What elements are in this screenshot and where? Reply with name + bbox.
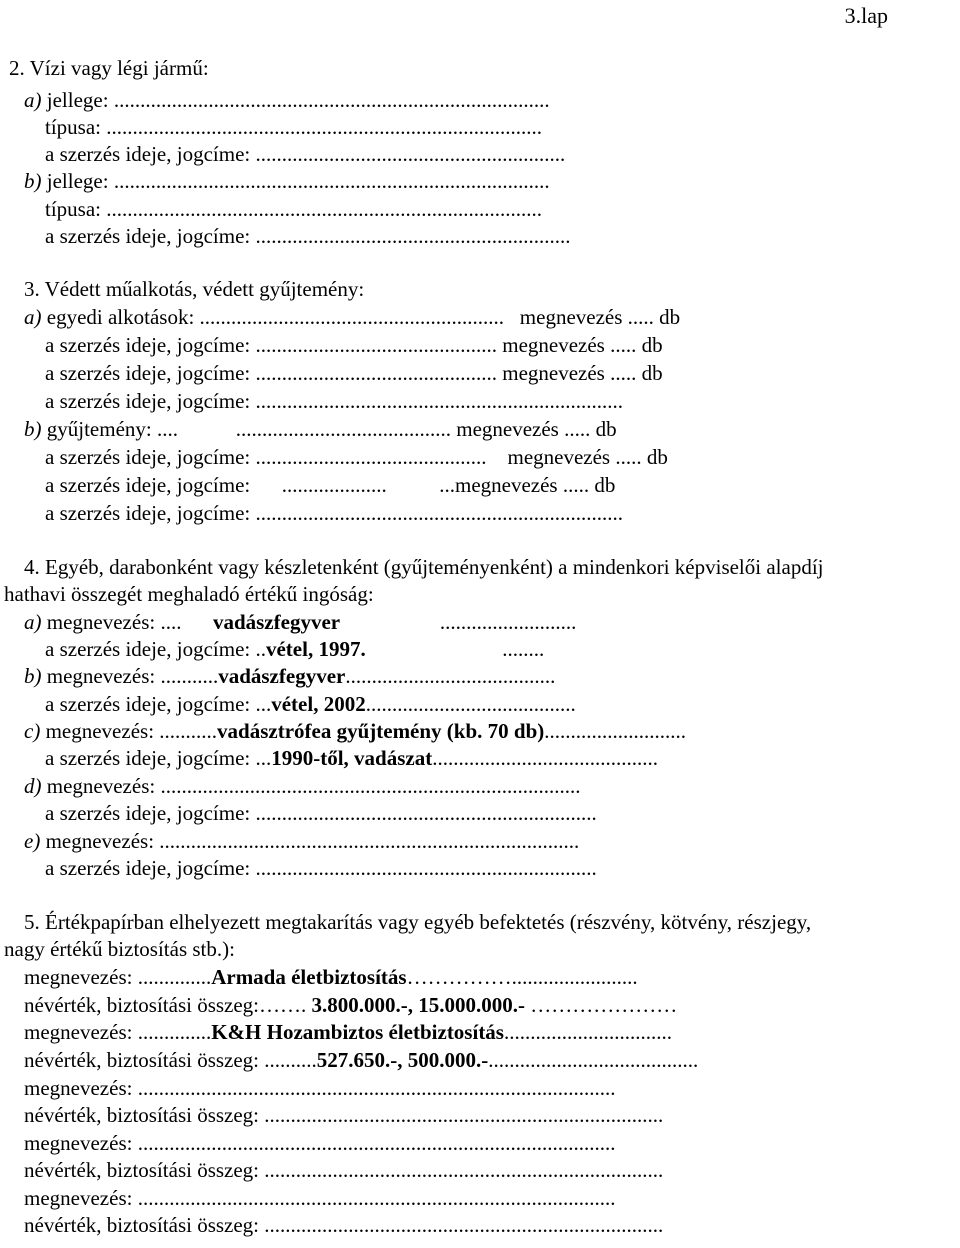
- s5-row: névérték, biztosítási összeg: ............................................................................: [24, 1158, 664, 1182]
- section-3-title: 3. Védett műalkotás, védett gyűjtemény:: [24, 277, 365, 301]
- s4-row: a szerzés ideje, jogcíme: ...1990-től, vadászat...........................................: [45, 746, 658, 770]
- s3-row: a szerzés ideje, jogcíme: ............................................ megnevezés ..... db: [45, 445, 668, 469]
- s4-row: c) megnevezés: ...........vadásztrófea gyűjtemény (kb. 70 db)...........................: [24, 719, 687, 743]
- s2-row: a szerzés ideje, jogcíme: ...........................................................: [45, 142, 566, 166]
- s2-row: a szerzés ideje, jogcíme: ............................................................: [45, 224, 571, 248]
- s2-row: a) jellege: ...................................................................................: [24, 88, 550, 112]
- s5-row: névérték, biztosítási összeg: ............................................................................: [24, 1213, 664, 1237]
- s3-row: b) gyűjtemény: .... ......................................... megnevezés ..... db: [24, 417, 617, 441]
- s3-row: a szerzés ideje, jogcíme: .............................................. megnevezés ..... db: [45, 333, 663, 357]
- s3-row: a szerzés ideje, jogcíme: ......................................................................: [45, 501, 623, 525]
- s5-row: névérték, biztosítási összeg: ..........527.650.-, 500.000.-........................................: [24, 1048, 699, 1072]
- s5-row: megnevezés: ...........................................................................................: [24, 1186, 616, 1210]
- section-4-title-line2: hathavi összegét meghaladó értékű ingóság:: [4, 582, 374, 606]
- s5-row: névérték, biztosítási összeg: ............................................................................: [24, 1103, 664, 1127]
- s3-row: a szerzés ideje, jogcíme: .............................................. megnevezés ..... db: [45, 361, 663, 385]
- s4-row: a szerzés ideje, jogcíme: .................................................................: [45, 856, 597, 880]
- s5-row: megnevezés: ...........................................................................................: [24, 1076, 616, 1100]
- s5-row: megnevezés: ...........................................................................................: [24, 1131, 616, 1155]
- section-5-title-line2: nagy értékű biztosítás stb.):: [4, 937, 235, 961]
- s4-row: d) megnevezés: ................................................................................: [24, 774, 581, 798]
- s2-row: b) jellege: ...................................................................................: [24, 169, 550, 193]
- s4-row: e) megnevezés: ................................................................................: [24, 829, 580, 853]
- page-number: 3.lap: [844, 3, 888, 28]
- s5-row: megnevezés: ..............Armada életbiztosítás……………........................: [24, 965, 638, 989]
- s3-row: a szerzés ideje, jogcíme: .................... ...megnevezés ..... db: [45, 473, 616, 497]
- s4-row: a szerzés ideje, jogcíme: ..vétel, 1997. ........: [45, 637, 545, 661]
- s4-row: a szerzés ideje, jogcíme: ...vétel, 2002........................................: [45, 692, 576, 716]
- s4-row: b) megnevezés: ...........vadászfegyver........................................: [24, 664, 556, 688]
- s2-row: típusa: ...................................................................................: [45, 197, 542, 221]
- s2-row: típusa: ...................................................................................: [45, 115, 542, 139]
- s5-row: megnevezés: ..............K&H Hozambiztos életbiztosítás................................: [24, 1020, 672, 1044]
- section-5-title-line1: 5. Értékpapírban elhelyezett megtakarítás vagy egyéb befektetés (részvény, kötvény, részjegy,: [24, 910, 812, 934]
- section-2-title: 2. Vízi vagy légi jármű:: [9, 56, 209, 80]
- s3-row: a szerzés ideje, jogcíme: ......................................................................: [45, 389, 623, 413]
- s5-row: névérték, biztosítási összeg:……. 3.800.000.-, 15.000.000.- …………………: [24, 993, 678, 1017]
- section-4-title-line1: 4. Egyéb, darabonként vagy készletenként (gyűjteményenként) a mindenkori képviselői alapdíj: [24, 555, 824, 579]
- s3-row: a) egyedi alkotások: .......................................................... megnevezés ..... db: [24, 305, 681, 329]
- s4-row: a) megnevezés: .... vadászfegyver ..........................: [24, 610, 577, 634]
- s4-row: a szerzés ideje, jogcíme: .................................................................: [45, 801, 597, 825]
